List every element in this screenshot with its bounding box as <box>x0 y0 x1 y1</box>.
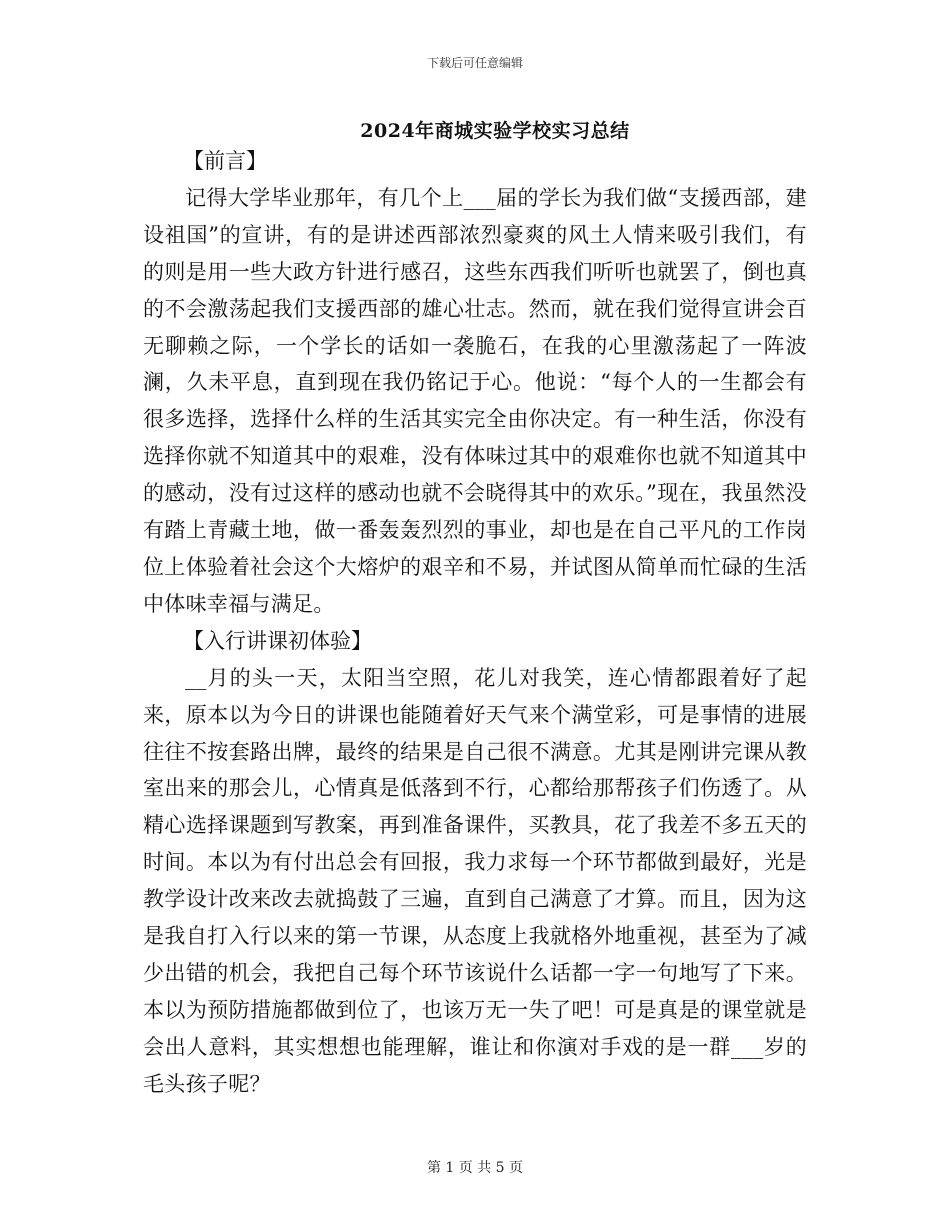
paragraph-preface: 记得大学毕业那年，有几个上___届的学长为我们做“支援西部，建设祖国”的宣讲，有的是讲述西部浓烈豪爽的风土人情来吸引我们，有的则是用一些大政方针进行感召，这些东西我们听听也就罢了，倒也真的不会激荡起我们支援西部的雄心壮志。然而，就在我们觉得宣讲会百无聊赖之际，一个学长的话如一袭脆石，在我的心里激荡起了一阵波澜，久未平息，直到现在我仍铭记于心。他说：“每个人的一生都会有很多选择，选择什么样的生活其实完全由你决定。有一种生活，你没有选择你就不知道其中的艰难，没有体味过其中的艰难你也就不知道其中的感动，没有过这样的感动也就不会晓得其中的欢乐。”现在，我虽然没有踏上青藏土地，做一番轰轰烈烈的事业，却也是在自己平凡的工作岗位上体验着社会这个大熔炉的艰辛和不易，并试图从简单而忙碌的生活中体味幸福与满足。 <box>143 185 807 616</box>
document-body <box>143 143 807 1103</box>
header-note: 下载后可任意编辑 <box>426 56 523 70</box>
paragraph-first-lesson: __月的头一天，太阳当空照，花儿对我笑，连心情都跟着好了起来，原本以为今日的讲课也能随着好天气来个满堂彩，可是事情的进展往往不按套路出牌，最终的结果是自己很不满意。尤其是刚讲完课从教室出来的那会儿，心情真是低落到不行，心都给那帮孩子们伤透了。从精心选择课题到写教案，再到准备课件，买教具，花了我差不多五天的时间。本以为有付出总会有回报，我力求每一个环节都做到最好，光是教学设计改来改去就捣鼓了三遍，直到自己满意了才算。而且，因为这是我自打入行以来的第一节课，从态度上我就格外地重视，甚至为了减少出错的机会，我把自己每个环节该说什么话都一字一句地写了下来。本以为预防措施都做到位了，也该万无一失了吧！可是真是的课堂就是会出人意料，其实想想也能理解，谁让和你演对手戏的是一群___岁的毛头孩子呢？ <box>143 665 807 1096</box>
section-heading-preface: 【前言】 <box>183 149 267 173</box>
section-heading-first-lesson: 【入行讲课初体验】 <box>183 628 372 653</box>
document-title: 2024年商城实验学校实习总结 <box>360 120 630 142</box>
page-number: 第 1 页 共 5 页 <box>426 1160 524 1176</box>
